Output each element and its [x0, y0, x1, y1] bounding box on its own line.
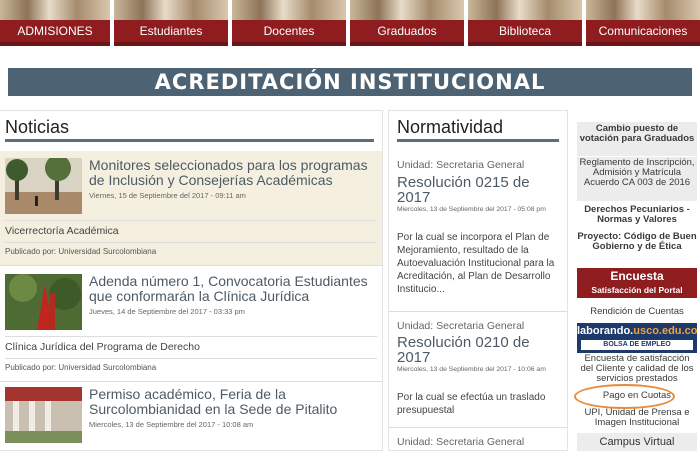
campus-virtual-button[interactable]: Campus Virtual	[577, 433, 697, 451]
nav-photo	[0, 0, 110, 20]
title-divider	[5, 139, 374, 142]
acreditacion-banner[interactable]: ACREDITACIÓN INSTITUCIONAL	[8, 68, 692, 96]
top-navigation	[0, 0, 700, 46]
nav-biblioteca[interactable]	[468, 0, 582, 46]
laborando-bolsa-empleo-banner[interactable]	[577, 323, 697, 353]
normatividad-section	[388, 110, 568, 451]
news-date: Miercoles, 13 de Septiembre del 2017 - 10:08 am	[89, 420, 254, 429]
norm-item[interactable]	[389, 427, 567, 451]
nav-photo	[468, 0, 582, 20]
norm-description: Por la cual se incorpora el Plan de Mejoramiento, resultado de la Autoevaluación Institucional para la Acreditación, al Plan de Desarrollo Institucio...	[397, 232, 555, 295]
news-date: Viernes, 15 de Septiembre del 2017 - 09:11 am	[89, 191, 246, 200]
nav-label: Comunicaciones	[586, 20, 700, 42]
news-item[interactable]	[0, 265, 383, 381]
nav-label: Graduados	[350, 20, 464, 42]
divider	[5, 358, 377, 359]
link-upi-prensa[interactable]: UPI, Unidad de Prensa e Imagen Institucional	[584, 407, 690, 428]
nav-photo	[114, 0, 228, 20]
link-encuesta-servicios[interactable]: Encuesta de satisfacción del Cliente y calidad de los servicios prestados	[580, 353, 694, 384]
nav-graduados[interactable]	[350, 0, 464, 46]
norm-description: Por la cual se efectúa un traslado presupuestal	[397, 392, 546, 416]
nav-label: ADMISIONES	[0, 20, 110, 42]
news-category[interactable]: Clínica Jurídica del Programa de Derecho	[5, 341, 200, 353]
laborando-tagline: BOLSA DE EMPLEO	[581, 340, 693, 350]
divider	[5, 336, 377, 337]
nav-label: Biblioteca	[468, 20, 582, 42]
divider	[5, 242, 377, 243]
laborando-logo	[577, 323, 697, 340]
news-thumbnail[interactable]	[5, 158, 82, 214]
news-title[interactable]: Monitores seleccionados para los programas de Inclusión y Consejerías Académicas	[89, 157, 368, 188]
nav-estudiantes[interactable]	[114, 0, 228, 46]
news-title[interactable]: Permiso académico, Feria de la Surcolombianidad en la Sede de Pitalito	[89, 386, 338, 417]
link-rendicion-cuentas[interactable]: Rendición de Cuentas	[590, 306, 684, 317]
news-item[interactable]	[0, 381, 383, 451]
link-derechos-pecuniarios[interactable]: Derechos Pecuniarios - Normas y Valores	[584, 204, 690, 225]
news-publisher: Publicado por: Universidad Surcolombiana	[5, 363, 157, 372]
nav-photo	[350, 0, 464, 20]
nav-label: Docentes	[232, 20, 346, 42]
norm-date: Miercoles, 13 de Septiembre del 2017 - 10:06 am	[397, 366, 546, 373]
link-cambio-puesto-votacion[interactable]: Cambio puesto de votación para Graduados	[577, 122, 697, 156]
norm-unit: Unidad: Secretaria General	[397, 436, 525, 448]
link-pago-cuotas[interactable]: Pago en Cuotas	[602, 390, 672, 401]
right-sidebar	[574, 110, 700, 451]
norm-unit: Unidad: Secretaria General	[397, 320, 525, 332]
news-category[interactable]: Vicerrectoría Académica	[5, 225, 119, 237]
encuesta-title: Encuesta	[610, 269, 664, 283]
news-publisher: Publicado por: Universidad Surcolombiana	[5, 247, 157, 256]
laborando-brand: laborando.	[577, 325, 634, 337]
title-divider	[397, 139, 559, 142]
norm-item[interactable]	[389, 311, 567, 429]
noticias-section	[0, 110, 383, 451]
norm-title[interactable]: Resolución 0215 de 2017	[397, 174, 530, 206]
nav-admisiones[interactable]	[0, 0, 110, 46]
news-thumbnail[interactable]	[5, 274, 82, 330]
divider	[5, 220, 377, 221]
link-reglamento-inscripcion[interactable]: Reglamento de Inscripción, Admisión y Matrícula Acuerdo CA 003 de 2016	[577, 157, 697, 201]
norm-unit: Unidad: Secretaria General	[397, 159, 525, 171]
norm-date: Miercoles, 13 de Septiembre del 2017 - 05:08 pm	[397, 206, 546, 213]
section-title: Normatividad	[397, 117, 504, 137]
encuesta-portal-button[interactable]	[577, 268, 697, 298]
news-title[interactable]: Adenda número 1, Convocatoria Estudiantes que conformarán la Clínica Jurídica	[89, 273, 368, 304]
section-title: Noticias	[5, 117, 70, 137]
laborando-domain: usco.edu.co	[633, 325, 698, 337]
nav-docentes[interactable]	[232, 0, 346, 46]
news-date: Jueves, 14 de Septiembre del 2017 - 03:33 pm	[89, 307, 245, 316]
nav-label: Estudiantes	[114, 20, 228, 42]
news-item[interactable]	[0, 151, 383, 265]
norm-title[interactable]: Resolución 0210 de 2017	[397, 334, 530, 366]
norm-item[interactable]	[389, 149, 567, 309]
nav-comunicaciones[interactable]	[586, 0, 700, 46]
link-codigo-buen-gobierno[interactable]: Proyecto: Código de Buen Gobierno y de Ética	[577, 231, 697, 252]
news-thumbnail[interactable]	[5, 387, 82, 443]
encuesta-subtitle: Satisfacción del Portal	[591, 285, 683, 295]
nav-photo	[232, 0, 346, 20]
nav-photo	[586, 0, 700, 20]
